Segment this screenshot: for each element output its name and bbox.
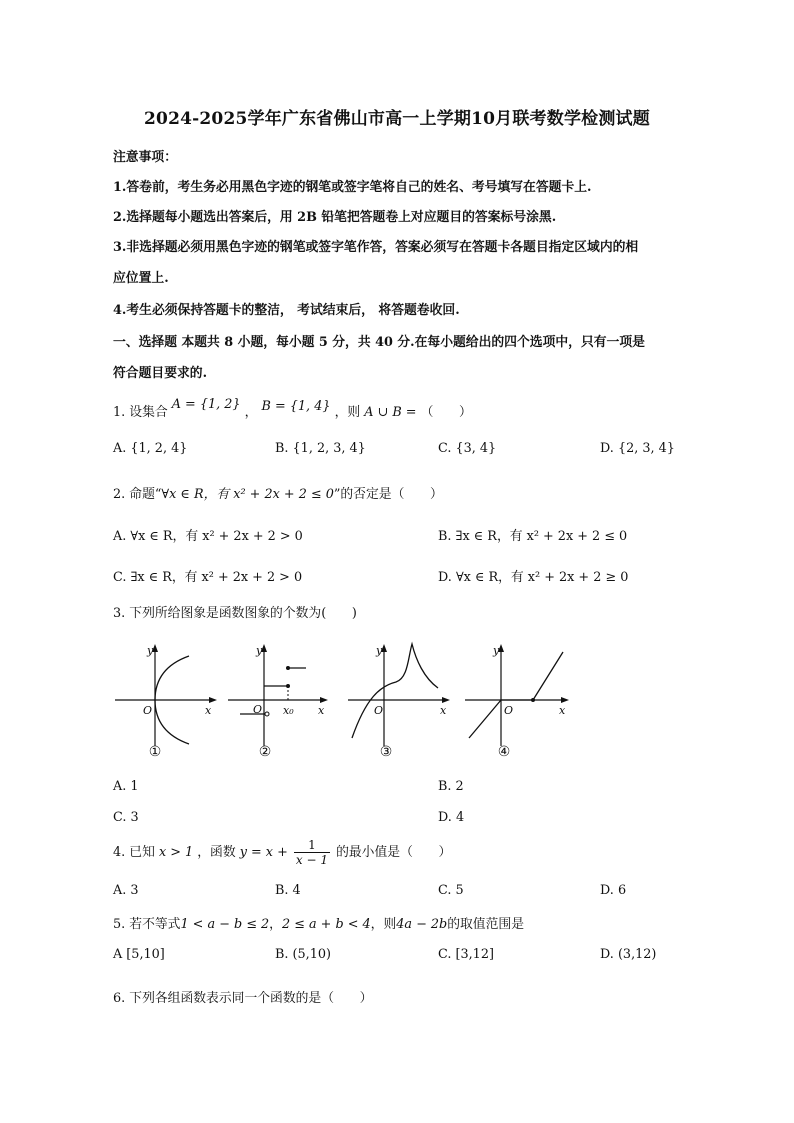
q1-option-a: A. {1, 2, 4} bbox=[113, 441, 188, 456]
q4-option-c: C. 5 bbox=[438, 883, 464, 898]
q4-cond: x > 1 bbox=[158, 845, 194, 860]
q1-expr: A ∪ B = bbox=[364, 405, 417, 420]
graph-2 bbox=[226, 638, 336, 748]
notice-item-3: 3.非选择题必须用黑色字迹的钢笔或签字笔作答，答案必须写在答题卡各题目指定区域内的相 bbox=[113, 240, 639, 255]
page-title: 2024-2025学年广东省佛山市高一上学期10月联考数学检测试题 bbox=[144, 109, 650, 129]
graph-4 bbox=[463, 638, 575, 748]
q2-option-c: C. ∃x ∈ R，有 x² + 2x + 2 > 0 bbox=[113, 570, 303, 585]
graph-1 bbox=[113, 638, 223, 748]
q1-option-c: C. {3, 4} bbox=[438, 441, 497, 456]
q4-option-b: B. 4 bbox=[275, 883, 301, 898]
section-heading: 一、选择题 本题共 8 小题，每小题 5 分，共 40 分.在每小题给出的四个选项中，只有一项是 bbox=[113, 335, 645, 350]
q3-option-c: C. 3 bbox=[113, 810, 139, 825]
q5-option-a: A [5,10] bbox=[113, 947, 165, 962]
g2-origin: O bbox=[253, 703, 263, 716]
q5-stem: 5. 若不等式 bbox=[113, 917, 181, 932]
q5-option-d: D. (3,12) bbox=[600, 947, 657, 962]
graph-3 bbox=[346, 638, 458, 748]
q5-option-b: B. (5,10) bbox=[275, 947, 332, 962]
q4-option-d: D. 6 bbox=[600, 883, 627, 898]
q1-option-d: D. {2, 3, 4} bbox=[600, 441, 675, 456]
g3-x-label: x bbox=[440, 704, 447, 717]
q1-sep: ， bbox=[244, 405, 258, 420]
q2-stem-b: ”的否定是（ ） bbox=[333, 487, 443, 502]
g4-origin: O bbox=[504, 704, 514, 717]
q5-ineq1: 1 < a − b ≤ 2 bbox=[180, 917, 270, 932]
graph-2-label: ② bbox=[258, 744, 272, 760]
q2-option-a: A. ∀x ∈ R，有 x² + 2x + 2 > 0 bbox=[113, 529, 303, 544]
q1-stem-b: ，则 bbox=[334, 405, 361, 420]
q1-set-b: B = {1, 4} bbox=[261, 399, 331, 414]
q5-option-c: C. [3,12] bbox=[438, 947, 494, 962]
graph-3-label: ③ bbox=[379, 744, 393, 760]
q5-sep: ， bbox=[269, 917, 282, 932]
notice-item-2: 2.选择题每小题选出答案后，用 2B 铅笔把答题卷上对应题目的答案标号涂黑. bbox=[113, 210, 557, 225]
q5-ineq2: 2 ≤ a + b < 4 bbox=[281, 917, 371, 932]
q1-paren: （ ） bbox=[420, 405, 472, 420]
notice-heading: 注意事项： bbox=[113, 150, 177, 165]
notice-item-1: 1.答卷前，考生务必用黑色字迹的钢笔或签字笔将自己的姓名、考号填写在答题卡上. bbox=[113, 180, 592, 195]
q4-stem-b: ，函数 bbox=[197, 845, 236, 860]
question-4 bbox=[113, 838, 451, 867]
notice-item-4: 4.考生必须保持答题卡的整洁， 考试结束后， 将答题卷收回. bbox=[113, 303, 460, 318]
q1-stem: 1. 设集合 bbox=[113, 405, 168, 420]
g1-y-label: y bbox=[147, 644, 154, 657]
q4-frac-den: x − 1 bbox=[295, 853, 328, 867]
g4-y-label: y bbox=[493, 644, 500, 657]
q4-option-a: A. 3 bbox=[113, 883, 139, 898]
q4-stem-c: 的最小值是（ ） bbox=[336, 845, 452, 860]
g3-origin: O bbox=[374, 704, 384, 717]
question-3: 3. 下列所给图象是函数图象的个数为( ) bbox=[113, 606, 357, 621]
q5-stem-c: 的取值范围是 bbox=[447, 917, 524, 932]
g1-x-label: x bbox=[205, 704, 212, 717]
q5-stem-b: ，则 bbox=[370, 917, 397, 932]
q1-option-b: B. {1, 2, 3, 4} bbox=[275, 441, 366, 456]
q1-set-a: A = {1, 2} bbox=[171, 397, 241, 412]
q4-fraction bbox=[294, 838, 330, 867]
g2-y-label: y bbox=[256, 644, 263, 657]
q3-option-d: D. 4 bbox=[438, 810, 465, 825]
q4-stem: 4. 已知 bbox=[113, 845, 155, 860]
q2-prop: ∀x ∈ R，有 x² + 2x + 2 ≤ 0 bbox=[161, 487, 334, 502]
g3-y-label: y bbox=[376, 644, 383, 657]
section-heading-cont: 符合题目要求的. bbox=[113, 366, 208, 381]
g4-x-label: x bbox=[559, 704, 566, 717]
q5-expr: 4a − 2b bbox=[396, 917, 448, 932]
question-2 bbox=[113, 483, 443, 502]
graph-1-label: ① bbox=[148, 744, 162, 760]
g1-origin: O bbox=[143, 704, 153, 717]
g2-x-label: x bbox=[318, 704, 325, 717]
question-5 bbox=[113, 913, 524, 932]
q2-stem: 2. 命题“ bbox=[113, 487, 162, 502]
q2-option-d: D. ∀x ∈ R，有 x² + 2x + 2 ≥ 0 bbox=[438, 570, 629, 585]
q3-option-b: B. 2 bbox=[438, 779, 464, 794]
notice-item-3-cont: 应位置上. bbox=[113, 271, 169, 286]
graph-4-label: ④ bbox=[497, 744, 511, 760]
q4-frac-num: 1 bbox=[294, 838, 330, 853]
q2-option-b: B. ∃x ∈ R，有 x² + 2x + 2 ≤ 0 bbox=[438, 529, 628, 544]
g2-x0-label: x₀ bbox=[283, 704, 294, 717]
q3-option-a: A. 1 bbox=[113, 779, 139, 794]
question-6: 6. 下列各组函数表示同一个函数的是（ ） bbox=[113, 991, 373, 1006]
question-1 bbox=[113, 397, 472, 420]
q4-func: y = x + bbox=[239, 845, 288, 860]
